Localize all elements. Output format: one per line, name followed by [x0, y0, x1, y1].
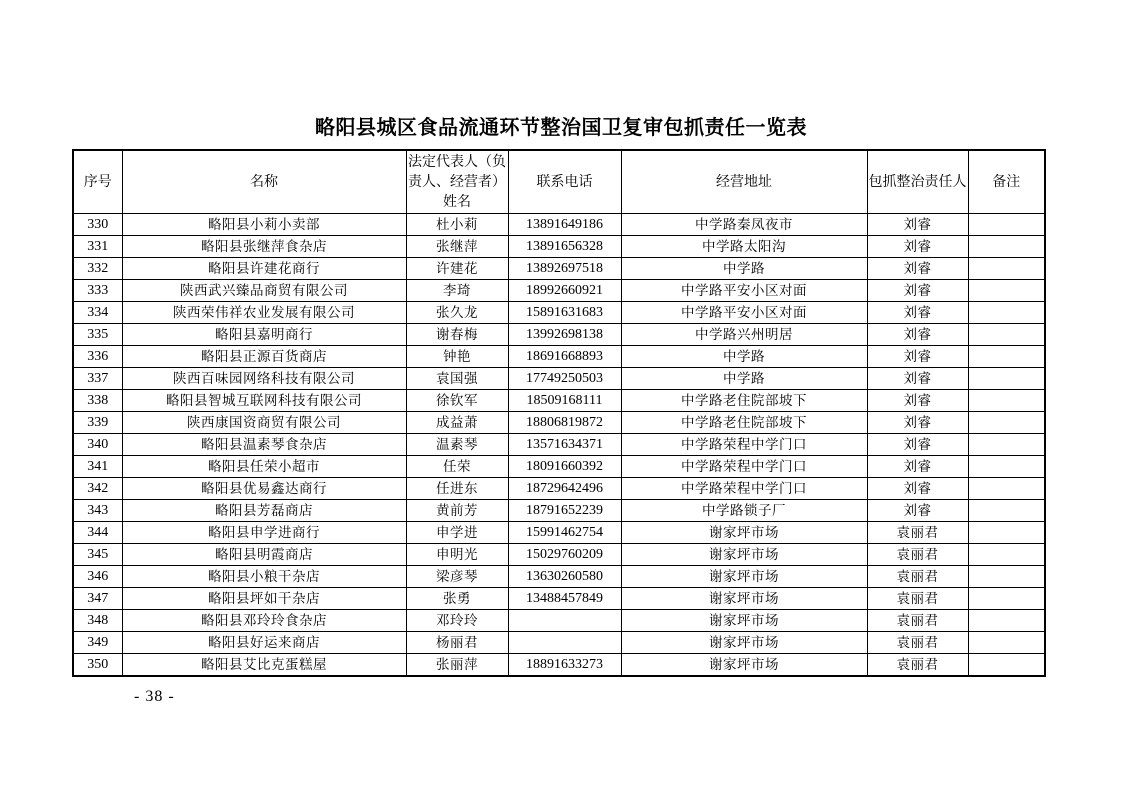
cell-phone: 15029760209	[508, 544, 621, 566]
cell-representative: 谢春梅	[406, 324, 508, 346]
cell-responsible: 刘睿	[867, 302, 968, 324]
cell-address: 谢家坪市场	[621, 588, 867, 610]
cell-responsible: 刘睿	[867, 478, 968, 500]
table-row	[73, 654, 1045, 677]
cell-responsible: 刘睿	[867, 258, 968, 280]
cell-name: 陕西荣伟祥农业发展有限公司	[122, 302, 406, 324]
cell-remark	[968, 434, 1045, 456]
cell-index: 340	[73, 434, 122, 456]
cell-name: 陕西百味园网络科技有限公司	[122, 368, 406, 390]
cell-phone: 15991462754	[508, 522, 621, 544]
cell-remark	[968, 588, 1045, 610]
cell-representative: 许建花	[406, 258, 508, 280]
cell-name: 略阳县好运来商店	[122, 632, 406, 654]
cell-index: 346	[73, 566, 122, 588]
page-number: - 38 -	[134, 688, 175, 705]
table-row	[73, 522, 1045, 544]
cell-representative: 任进东	[406, 478, 508, 500]
cell-remark	[968, 456, 1045, 478]
cell-remark	[968, 478, 1045, 500]
cell-name: 略阳县小莉小卖部	[122, 214, 406, 236]
cell-name: 略阳县邓玲玲食杂店	[122, 610, 406, 632]
cell-name: 略阳县明霞商店	[122, 544, 406, 566]
table-row	[73, 390, 1045, 412]
table-row	[73, 478, 1045, 500]
table-row	[73, 610, 1045, 632]
cell-responsible: 刘睿	[867, 500, 968, 522]
header-representative: 法定代表人（负责人、经营者）姓名	[406, 150, 508, 214]
cell-index: 345	[73, 544, 122, 566]
cell-representative: 温素琴	[406, 434, 508, 456]
header-responsible: 包抓整治责任人	[867, 150, 968, 214]
table-row	[73, 214, 1045, 236]
cell-phone: 15891631683	[508, 302, 621, 324]
cell-remark	[968, 214, 1045, 236]
cell-responsible: 刘睿	[867, 280, 968, 302]
cell-representative: 张丽萍	[406, 654, 508, 677]
table-row	[73, 280, 1045, 302]
cell-address: 中学路	[621, 368, 867, 390]
header-name: 名称	[122, 150, 406, 214]
cell-address: 谢家坪市场	[621, 566, 867, 588]
cell-name: 略阳县温素琴食杂店	[122, 434, 406, 456]
cell-index: 347	[73, 588, 122, 610]
cell-representative: 成益萧	[406, 412, 508, 434]
cell-representative: 张勇	[406, 588, 508, 610]
cell-remark	[968, 346, 1045, 368]
cell-index: 338	[73, 390, 122, 412]
cell-responsible: 刘睿	[867, 368, 968, 390]
cell-name: 略阳县任荣小超市	[122, 456, 406, 478]
cell-phone: 13892697518	[508, 258, 621, 280]
cell-index: 342	[73, 478, 122, 500]
cell-address: 中学路锁子厂	[621, 500, 867, 522]
cell-phone: 18091660392	[508, 456, 621, 478]
cell-index: 343	[73, 500, 122, 522]
cell-index: 332	[73, 258, 122, 280]
cell-address: 谢家坪市场	[621, 654, 867, 677]
cell-index: 339	[73, 412, 122, 434]
cell-remark	[968, 324, 1045, 346]
header-remark: 备注	[968, 150, 1045, 214]
cell-responsible: 刘睿	[867, 412, 968, 434]
cell-name: 略阳县优易鑫达商行	[122, 478, 406, 500]
table-row	[73, 544, 1045, 566]
cell-representative: 邓玲玲	[406, 610, 508, 632]
cell-remark	[968, 632, 1045, 654]
cell-name: 略阳县张继萍食杂店	[122, 236, 406, 258]
cell-remark	[968, 302, 1045, 324]
cell-name: 陕西武兴臻品商贸有限公司	[122, 280, 406, 302]
cell-remark	[968, 522, 1045, 544]
cell-index: 336	[73, 346, 122, 368]
cell-name: 略阳县智城互联网科技有限公司	[122, 390, 406, 412]
cell-remark	[968, 390, 1045, 412]
table-header	[73, 150, 1045, 214]
cell-remark	[968, 368, 1045, 390]
cell-remark	[968, 500, 1045, 522]
cell-phone: 17749250503	[508, 368, 621, 390]
cell-responsible: 刘睿	[867, 324, 968, 346]
cell-address: 中学路平安小区对面	[621, 302, 867, 324]
cell-remark	[968, 566, 1045, 588]
table-row	[73, 412, 1045, 434]
table-body	[73, 214, 1045, 677]
cell-name: 略阳县艾比克蛋糕屋	[122, 654, 406, 677]
cell-responsible: 袁丽君	[867, 588, 968, 610]
cell-representative: 张久龙	[406, 302, 508, 324]
cell-phone: 18729642496	[508, 478, 621, 500]
cell-remark	[968, 258, 1045, 280]
cell-address: 中学路老住院部坡下	[621, 390, 867, 412]
cell-address: 中学路平安小区对面	[621, 280, 867, 302]
cell-phone: 18992660921	[508, 280, 621, 302]
table-row	[73, 302, 1045, 324]
header-row	[73, 150, 1045, 214]
table-row	[73, 456, 1045, 478]
cell-phone: 18891633273	[508, 654, 621, 677]
cell-responsible: 袁丽君	[867, 610, 968, 632]
header-phone: 联系电话	[508, 150, 621, 214]
cell-index: 350	[73, 654, 122, 677]
cell-representative: 李琦	[406, 280, 508, 302]
cell-index: 335	[73, 324, 122, 346]
cell-responsible: 袁丽君	[867, 544, 968, 566]
cell-address: 谢家坪市场	[621, 544, 867, 566]
cell-phone: 13571634371	[508, 434, 621, 456]
table-row	[73, 368, 1045, 390]
cell-phone	[508, 632, 621, 654]
table-row	[73, 632, 1045, 654]
cell-address: 中学路	[621, 346, 867, 368]
cell-remark	[968, 654, 1045, 677]
cell-phone: 18691668893	[508, 346, 621, 368]
cell-name: 略阳县坪如干杂店	[122, 588, 406, 610]
cell-index: 337	[73, 368, 122, 390]
cell-address: 谢家坪市场	[621, 632, 867, 654]
cell-address: 中学路太阳沟	[621, 236, 867, 258]
cell-responsible: 刘睿	[867, 434, 968, 456]
cell-index: 341	[73, 456, 122, 478]
cell-responsible: 刘睿	[867, 390, 968, 412]
cell-representative: 申学进	[406, 522, 508, 544]
cell-representative: 杜小莉	[406, 214, 508, 236]
cell-representative: 任荣	[406, 456, 508, 478]
cell-phone: 18509168111	[508, 390, 621, 412]
cell-phone	[508, 610, 621, 632]
header-index: 序号	[73, 150, 122, 214]
cell-address: 中学路荣程中学门口	[621, 478, 867, 500]
cell-name: 陕西康国资商贸有限公司	[122, 412, 406, 434]
header-address: 经营地址	[621, 150, 867, 214]
table-row	[73, 346, 1045, 368]
cell-name: 略阳县申学进商行	[122, 522, 406, 544]
cell-address: 谢家坪市场	[621, 610, 867, 632]
cell-index: 348	[73, 610, 122, 632]
cell-address: 中学路荣程中学门口	[621, 434, 867, 456]
cell-remark	[968, 412, 1045, 434]
cell-representative: 袁国强	[406, 368, 508, 390]
cell-responsible: 刘睿	[867, 214, 968, 236]
table-row	[73, 588, 1045, 610]
cell-index: 333	[73, 280, 122, 302]
cell-responsible: 刘睿	[867, 346, 968, 368]
cell-remark	[968, 610, 1045, 632]
cell-address: 中学路秦凤夜市	[621, 214, 867, 236]
cell-remark	[968, 544, 1045, 566]
cell-address: 中学路荣程中学门口	[621, 456, 867, 478]
cell-responsible: 袁丽君	[867, 522, 968, 544]
cell-responsible: 袁丽君	[867, 654, 968, 677]
cell-index: 349	[73, 632, 122, 654]
cell-address: 中学路	[621, 258, 867, 280]
document-title: 略阳县城区食品流通环节整治国卫复审包抓责任一览表	[315, 115, 807, 139]
cell-responsible: 刘睿	[867, 236, 968, 258]
table-row	[73, 566, 1045, 588]
cell-name: 略阳县嘉明商行	[122, 324, 406, 346]
cell-phone: 18806819872	[508, 412, 621, 434]
cell-index: 330	[73, 214, 122, 236]
cell-representative: 张继萍	[406, 236, 508, 258]
cell-phone: 13891656328	[508, 236, 621, 258]
table-row	[73, 434, 1045, 456]
cell-representative: 徐钦军	[406, 390, 508, 412]
cell-index: 331	[73, 236, 122, 258]
table-row	[73, 258, 1045, 280]
cell-representative: 钟艳	[406, 346, 508, 368]
cell-name: 略阳县正源百货商店	[122, 346, 406, 368]
table-row	[73, 236, 1045, 258]
table-row	[73, 500, 1045, 522]
cell-representative: 梁彦琴	[406, 566, 508, 588]
responsibility-table	[72, 149, 1046, 677]
cell-address: 中学路老住院部坡下	[621, 412, 867, 434]
cell-remark	[968, 236, 1045, 258]
cell-representative: 黄前芳	[406, 500, 508, 522]
cell-responsible: 袁丽君	[867, 632, 968, 654]
cell-responsible: 袁丽君	[867, 566, 968, 588]
cell-index: 344	[73, 522, 122, 544]
cell-representative: 申明光	[406, 544, 508, 566]
cell-phone: 13891649186	[508, 214, 621, 236]
cell-representative: 杨丽君	[406, 632, 508, 654]
cell-address: 谢家坪市场	[621, 522, 867, 544]
cell-name: 略阳县许建花商行	[122, 258, 406, 280]
cell-phone: 13630260580	[508, 566, 621, 588]
cell-name: 略阳县芳磊商店	[122, 500, 406, 522]
cell-name: 略阳县小粮干杂店	[122, 566, 406, 588]
cell-phone: 13488457849	[508, 588, 621, 610]
cell-phone: 18791652239	[508, 500, 621, 522]
cell-index: 334	[73, 302, 122, 324]
cell-address: 中学路兴州明居	[621, 324, 867, 346]
cell-responsible: 刘睿	[867, 456, 968, 478]
cell-remark	[968, 280, 1045, 302]
cell-phone: 13992698138	[508, 324, 621, 346]
table-row	[73, 324, 1045, 346]
